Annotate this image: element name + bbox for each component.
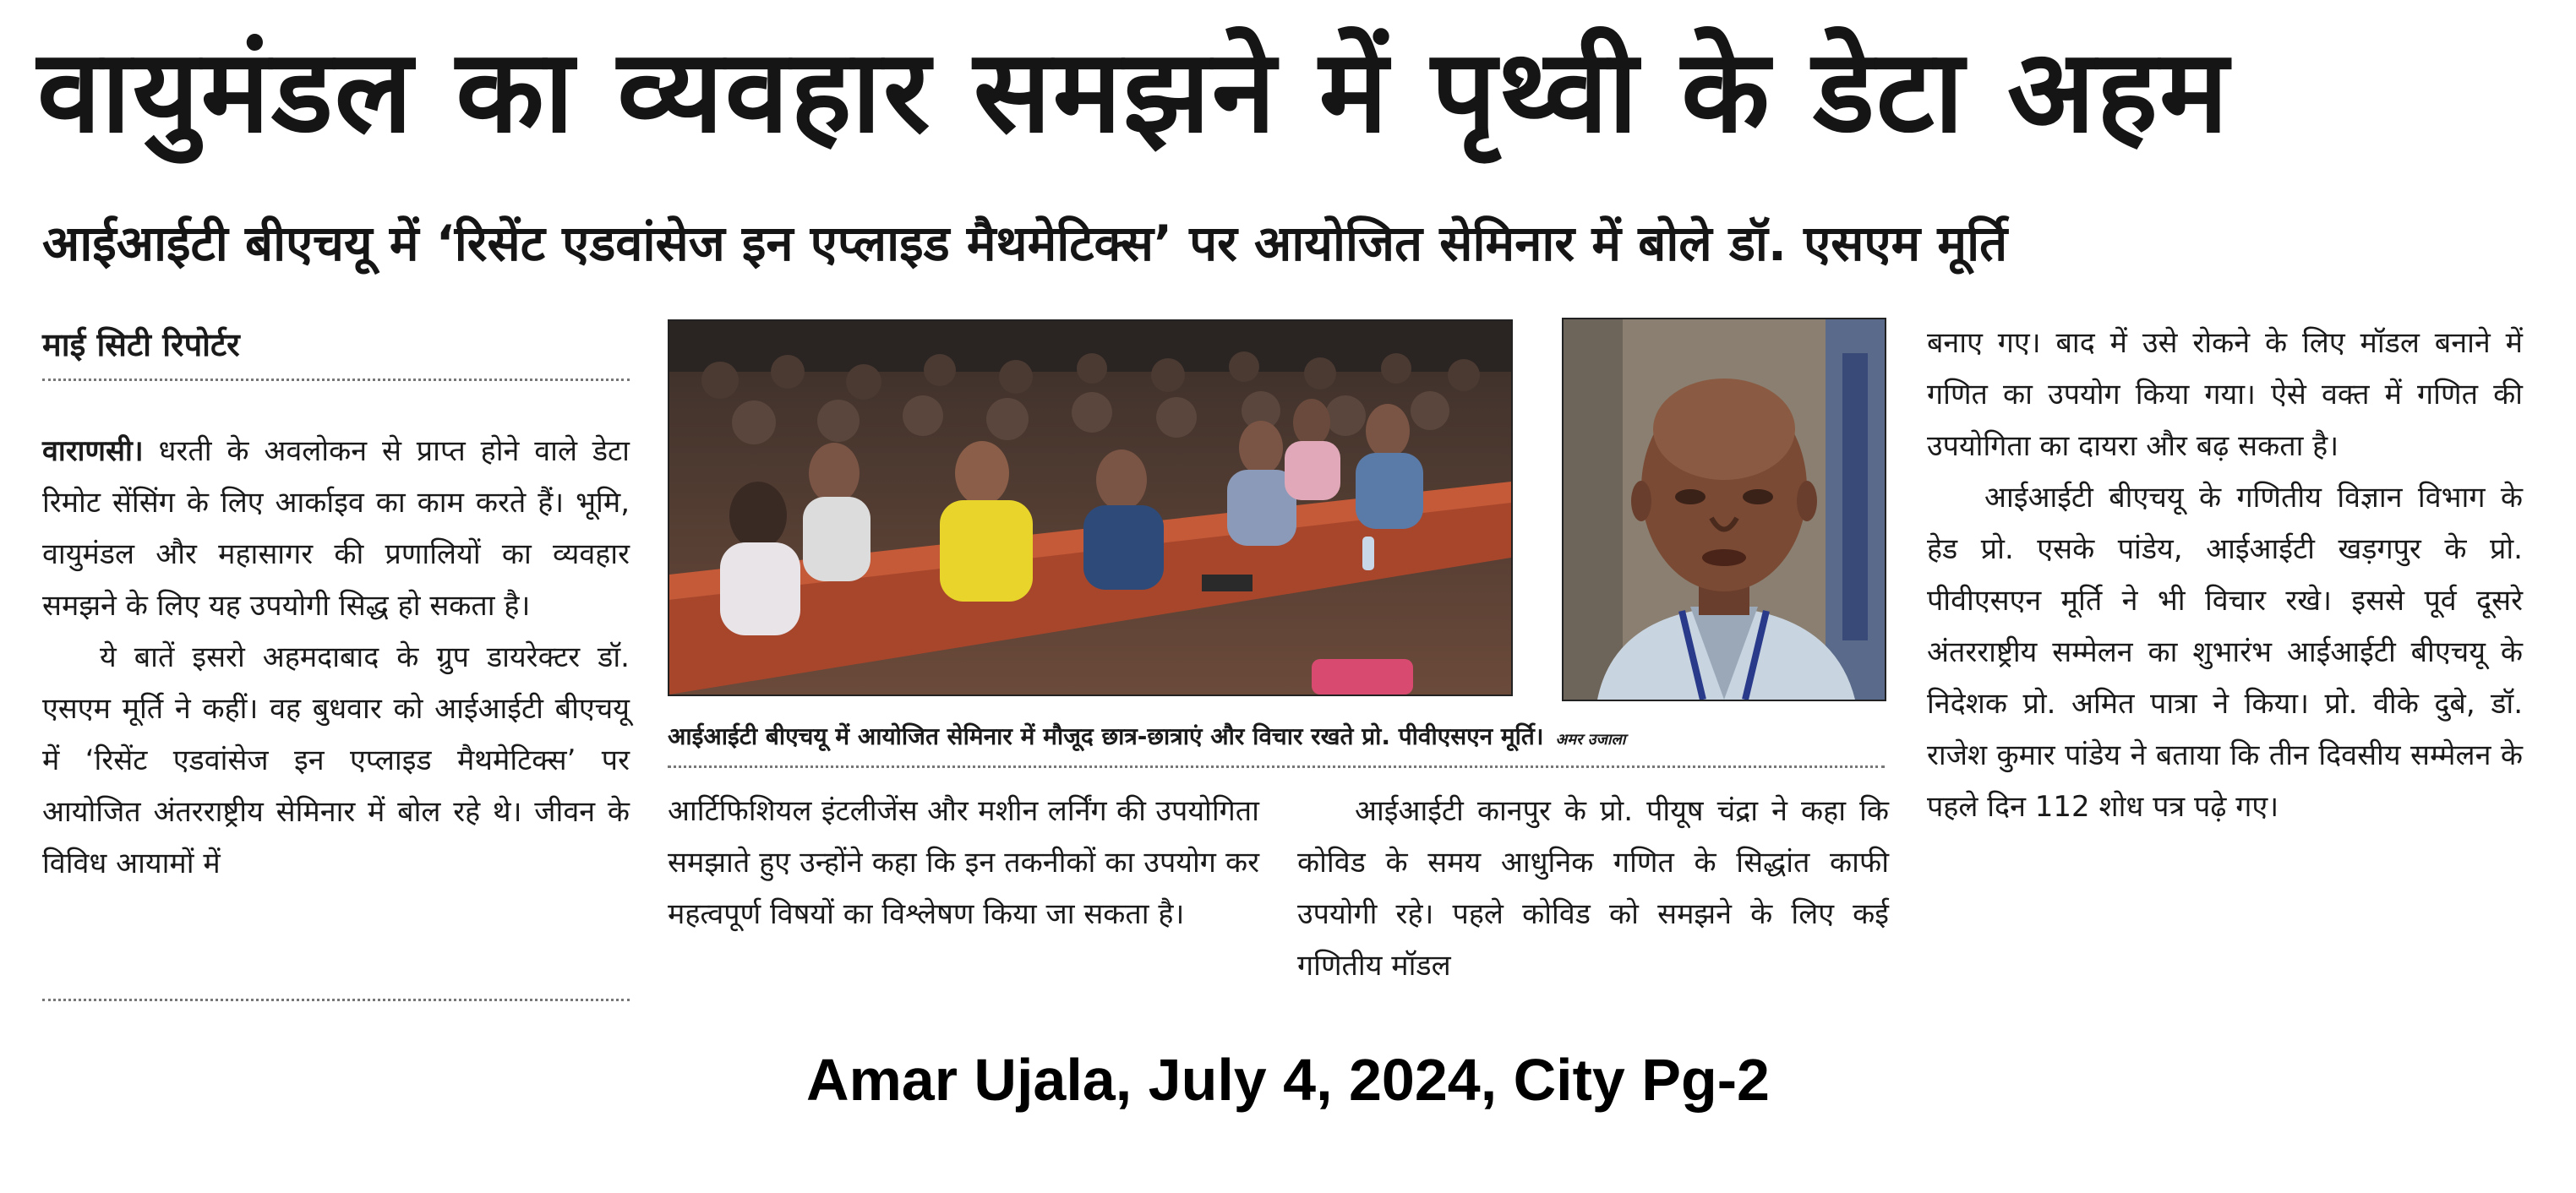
source-citation: Amar Ujala, July 4, 2024, City Pg-2 bbox=[806, 1047, 1770, 1113]
seminar-audience-photo bbox=[668, 319, 1513, 696]
paragraph: आईआईटी कानपुर के प्रो. पीयूष चंद्रा ने कहा कि कोविड के समय आधुनिक गणित के सिद्धांत काफी उपयोगी रहे। पहले कोविड को समझने के लिए कई गणितीय मॉडल bbox=[1297, 794, 1889, 983]
article-column-3 bbox=[1297, 786, 1889, 992]
dateline-place: वाराणसी। bbox=[42, 434, 144, 468]
paragraph: ये बातें इसरो अहमदाबाद के ग्रुप डायरेक्टर डॉ. एसएम मूर्ति ने कहीं। वह बुधवार को आईआईटी बीएचयू में ‘रिसेंट एडवांसेज इन एप्लाइड मैथमेटिक्स’ पर आयोजित अंतरराष्ट्रीय सेमिनार में बोल रहे थे। जीवन के विविध आयामों में bbox=[42, 640, 630, 880]
paragraph: आर्टिफिशियल इंटलीजेंस और मशीन लर्निंग की उपयोगिता समझाते हुए उन्होंने कहा कि इन तकनीकों का उपयोग कर महत्वपूर्ण विषयों का विश्लेषण किया जा सकता है। bbox=[668, 794, 1259, 931]
article-column-2 bbox=[668, 786, 1259, 940]
paragraph: बनाए गए। बाद में उसे रोकने के लिए मॉडल बनाने में गणित का उपयोग किया गया। ऐसे वक्त में गणित की उपयोगिता का दायरा और बढ़ सकता है। bbox=[1927, 326, 2523, 463]
photo-credit: अमर उजाला bbox=[1555, 731, 1626, 749]
audience-photo-illustration bbox=[669, 321, 1511, 695]
article-column-1 bbox=[42, 426, 630, 890]
paragraph: आईआईटी बीएचयू के गणितीय विज्ञान विभाग के हेड प्रो. एसके पांडेय, आईआईटी खड़गपुर के प्रो. पीवीएसएन मूर्ति ने भी विचार रखे। इससे पूर्व दूसरे अंतरराष्ट्रीय सम्मेलन का शुभारंभ आईआईटी बीएचयू के निदेशक प्रो. अमित पात्रा ने किया। प्रो. वीके दुबे, डॉ. राजेश कुमार पांडेय ने बताया कि तीन दिवसीय सम्मेलन के पहले दिन 112 शोध पत्र पढ़े गए। bbox=[1927, 481, 2523, 824]
article-column-4 bbox=[1927, 318, 2523, 833]
speaker-portrait-photo bbox=[1562, 318, 1886, 701]
speaker-photo-illustration bbox=[1564, 319, 1885, 700]
lead-paragraph bbox=[42, 426, 630, 632]
headline: वायुमंडल का व्यवहार समझने में पृथ्वी के डेटा अहम bbox=[37, 25, 2230, 159]
byline-divider bbox=[42, 379, 630, 381]
caption-divider bbox=[668, 765, 1885, 768]
subheadline: आईआईटी बीएचयू में ‘रिसेंट एडवांसेज इन एप्लाइड मैथमेटिक्स’ पर आयोजित सेमिनार में बोले डॉ. एसएम मूर्ति bbox=[42, 215, 2008, 272]
lead-text: धरती के अवलोकन से प्राप्त होने वाले डेटा रिमोट सेंसिंग के लिए आर्काइव का काम करते हैं। भूमि, वायुमंडल और महासागर की प्रणालियों का व्यवहार समझने के लिए यह उपयोगी सिद्ध हो सकता है। bbox=[42, 434, 630, 623]
caption-text: आईआईटी बीएचयू में आयोजित सेमिनार में मौजूद छात्र-छात्राएं और विचार रखते प्रो. पीवीएसएन मूर्ति। bbox=[668, 722, 1544, 750]
column-end-divider bbox=[42, 999, 630, 1001]
photo-caption bbox=[668, 711, 1885, 762]
byline: माई सिटी रिपोर्टर bbox=[42, 326, 240, 363]
